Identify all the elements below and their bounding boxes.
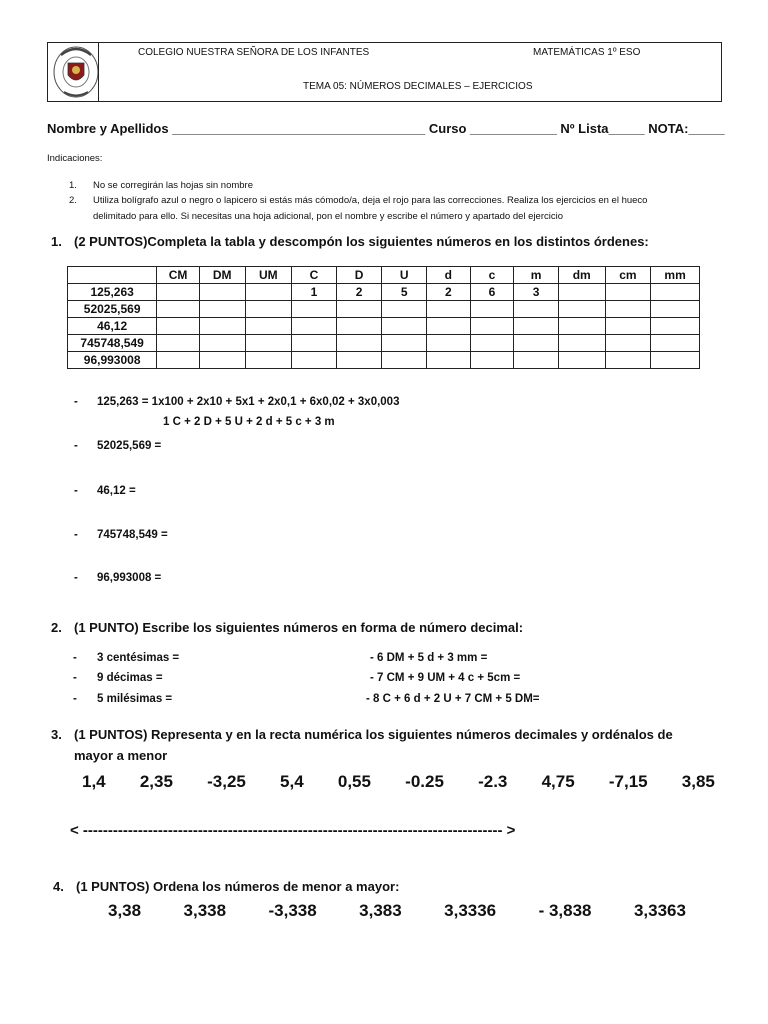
table-cell[interactable] xyxy=(605,318,651,335)
table-cell[interactable] xyxy=(651,352,700,369)
table-cell[interactable] xyxy=(470,301,514,318)
table-cell[interactable] xyxy=(558,335,605,352)
table-row-label: 96,993008 xyxy=(68,352,157,369)
q3-number-item: 4,75 xyxy=(541,772,575,791)
table-cell[interactable] xyxy=(157,335,200,352)
table-cell[interactable]: 6 xyxy=(470,284,514,301)
q3-number-item: 0,55 xyxy=(337,772,371,791)
decomp-1-line2: 1 C + 2 D + 5 U + 2 d + 5 c + 3 m xyxy=(163,416,335,428)
q2-right-item-2[interactable]: - 7 CM + 9 UM + 4 c + 5cm = xyxy=(370,672,521,684)
table-cell[interactable]: 2 xyxy=(336,284,382,301)
topic-title: TEMA 05: NÚMEROS DECIMALES – EJERCICIOS xyxy=(303,81,533,92)
table-cell[interactable] xyxy=(292,352,337,369)
school-name: COLEGIO NUESTRA SEÑORA DE LOS INFANTES xyxy=(138,47,370,58)
table-cell[interactable] xyxy=(199,301,245,318)
table-cell[interactable] xyxy=(199,318,245,335)
indication-2-text: Utiliza bolígrafo azul o negro o lapicero si estás más cómodo/a, deja el rojo para las correcciones. Realiza los ejercicios en el hueco xyxy=(93,195,648,206)
decomp-2-bullet: - xyxy=(74,440,78,452)
q4-number-item: -3,338 xyxy=(268,901,317,920)
table-cell[interactable]: 2 xyxy=(427,284,471,301)
q4-numbers-row xyxy=(108,901,686,921)
table-cell[interactable] xyxy=(199,335,245,352)
table-row-label: 125,263 xyxy=(68,284,157,301)
q1-title: (2 PUNTOS)Completa la tabla y descompón los siguientes números en los distintos órdenes: xyxy=(74,234,649,249)
table-header-cell: CM xyxy=(157,267,200,284)
table-row-label: 46,12 xyxy=(68,318,157,335)
table-header-cell: dm xyxy=(558,267,605,284)
q4-title: (1 PUNTOS) Ordena los números de menor a mayor: xyxy=(76,879,400,894)
indications-title: Indicaciones: xyxy=(47,153,103,164)
table-header-cell: m xyxy=(514,267,559,284)
table-cell[interactable] xyxy=(336,352,382,369)
decomp-1-bullet: - xyxy=(74,396,78,408)
q2-title: (1 PUNTO) Escribe los siguientes números en forma de número decimal: xyxy=(74,620,524,635)
table-cell[interactable] xyxy=(558,352,605,369)
table-cell[interactable] xyxy=(292,301,337,318)
q4-number-item: 3,338 xyxy=(183,901,227,920)
table-cell[interactable] xyxy=(427,301,471,318)
table-row xyxy=(68,352,700,369)
school-crest-logo xyxy=(52,45,100,99)
table-cell[interactable] xyxy=(245,301,292,318)
table-cell[interactable] xyxy=(245,318,292,335)
table-header-cell: U xyxy=(382,267,427,284)
q3-title-cont: mayor a menor xyxy=(74,748,168,763)
table-cell[interactable] xyxy=(558,301,605,318)
table-cell[interactable] xyxy=(605,284,651,301)
table-cell[interactable]: 5 xyxy=(382,284,427,301)
table-cell[interactable]: 1 xyxy=(292,284,337,301)
decomp-2-text[interactable]: 52025,569 = xyxy=(97,440,162,452)
table-header-cell xyxy=(68,267,157,284)
decomp-4-text[interactable]: 745748,549 = xyxy=(97,529,168,541)
subject-label: MATEMÁTICAS 1º ESO xyxy=(533,47,641,58)
header-box xyxy=(47,42,722,102)
table-row xyxy=(68,284,700,301)
q2-left-item-1[interactable]: 3 centésimas = xyxy=(97,652,180,664)
table-cell[interactable] xyxy=(651,301,700,318)
table-cell[interactable] xyxy=(157,284,200,301)
table-header-cell: D xyxy=(336,267,382,284)
table-cell[interactable] xyxy=(382,301,427,318)
q4-number-item: 3,383 xyxy=(359,901,402,920)
q3-numbers-row xyxy=(82,772,715,792)
table-cell[interactable] xyxy=(514,318,559,335)
q3-number-item: 1,4 xyxy=(82,772,106,791)
table-cell[interactable] xyxy=(558,318,605,335)
q2-left-bullet-2: - xyxy=(73,672,77,684)
table-cell[interactable] xyxy=(245,335,292,352)
table-cell[interactable] xyxy=(199,284,245,301)
table-row xyxy=(68,318,700,335)
table-cell[interactable] xyxy=(514,352,559,369)
orders-table xyxy=(67,266,700,369)
table-cell[interactable] xyxy=(157,352,200,369)
table-cell[interactable] xyxy=(651,335,700,352)
decomp-5-text[interactable]: 96,993008 = xyxy=(97,572,162,584)
q3-number-item: 3,85 xyxy=(681,772,715,791)
header-divider xyxy=(98,43,99,101)
table-row-label: 52025,569 xyxy=(68,301,157,318)
table-header-cell: mm xyxy=(651,267,700,284)
indication-2-num: 2. xyxy=(69,195,77,206)
decomp-4-bullet: - xyxy=(74,529,78,541)
table-cell[interactable] xyxy=(245,352,292,369)
table-cell[interactable] xyxy=(651,284,700,301)
decomp-1-text: 125,263 = 1x100 + 2x10 + 5x1 + 2x0,1 + 6x0,02 + 3x0,003 xyxy=(97,396,400,408)
q2-right-item-3[interactable]: - 8 C + 6 d + 2 U + 7 CM + 5 DM= xyxy=(366,693,540,705)
table-row xyxy=(68,301,700,318)
table-header-cell: c xyxy=(470,267,514,284)
table-header-cell: DM xyxy=(199,267,245,284)
q4-number: 4. xyxy=(53,879,64,894)
table-cell[interactable] xyxy=(605,352,651,369)
table-cell[interactable] xyxy=(245,284,292,301)
table-row-label: 745748,549 xyxy=(68,335,157,352)
table-cell[interactable] xyxy=(382,352,427,369)
q2-left-bullet-3: - xyxy=(73,693,77,705)
q3-title: (1 PUNTOS) Representa y en la recta numérica los siguientes números decimales y ordénalos de xyxy=(74,727,673,742)
q2-left-item-2[interactable]: 9 décimas = xyxy=(97,672,163,684)
table-cell[interactable] xyxy=(199,352,245,369)
q4-number-item: 3,3336 xyxy=(444,901,497,920)
q3-number-item: -2.3 xyxy=(478,772,508,791)
table-cell[interactable] xyxy=(336,301,382,318)
table-cell[interactable] xyxy=(651,318,700,335)
table-cell[interactable] xyxy=(427,318,471,335)
q3-number: 3. xyxy=(51,727,62,742)
table-cell[interactable] xyxy=(336,335,382,352)
q2-left-item-3[interactable]: 5 milésimas = xyxy=(97,693,173,705)
table-cell[interactable]: 3 xyxy=(514,284,559,301)
q3-number-item: 5,4 xyxy=(280,772,304,791)
q4-number-item: - 3,838 xyxy=(538,901,592,920)
table-cell[interactable] xyxy=(292,318,337,335)
q1-number: 1. xyxy=(51,234,62,249)
table-cell[interactable] xyxy=(514,335,559,352)
indication-1-text: No se corregirán las hojas sin nombre xyxy=(93,180,253,191)
table-row xyxy=(68,335,700,352)
number-line[interactable]: < ------------------------------------------------------------------------------------ > xyxy=(70,822,516,839)
decomp-3-text[interactable]: 46,12 = xyxy=(97,485,136,497)
q2-number: 2. xyxy=(51,620,62,635)
table-cell[interactable] xyxy=(382,318,427,335)
q4-number-item: 3,3363 xyxy=(633,901,686,920)
table-cell[interactable] xyxy=(605,301,651,318)
q3-number-item: -7,15 xyxy=(608,772,648,791)
table-cell[interactable] xyxy=(470,335,514,352)
q3-number-item: -0.25 xyxy=(405,772,444,791)
table-header-cell: C xyxy=(292,267,337,284)
table-cell[interactable] xyxy=(514,301,559,318)
student-info-line[interactable]: Nombre y Apellidos ___________________________________ Curso ____________ Nº Lista_____ NOTA:_____ xyxy=(47,121,725,136)
q2-left-bullet-1: - xyxy=(73,652,77,664)
q4-number-item: 3,38 xyxy=(108,901,142,920)
table-header-cell: UM xyxy=(245,267,292,284)
indication-1-num: 1. xyxy=(69,180,77,191)
q2-right-item-1[interactable]: - 6 DM + 5 d + 3 mm = xyxy=(370,652,488,664)
indication-2-text-cont: delimitado para ello. Si necesitas una hoja adicional, pon el nombre y escribe el número y apartado del ejercicio xyxy=(93,211,563,222)
table-cell[interactable] xyxy=(470,352,514,369)
decomp-3-bullet: - xyxy=(74,485,78,497)
table-cell[interactable] xyxy=(382,335,427,352)
table-cell[interactable] xyxy=(336,318,382,335)
table-header-row xyxy=(68,267,700,284)
table-cell[interactable] xyxy=(470,318,514,335)
table-cell[interactable] xyxy=(558,284,605,301)
table-header-cell: cm xyxy=(605,267,651,284)
table-cell[interactable] xyxy=(292,335,337,352)
table-cell[interactable] xyxy=(157,318,200,335)
decomp-5-bullet: - xyxy=(74,572,78,584)
table-cell[interactable] xyxy=(157,301,200,318)
table-cell[interactable] xyxy=(605,335,651,352)
table-header-cell: d xyxy=(427,267,471,284)
table-cell[interactable] xyxy=(427,335,471,352)
table-cell[interactable] xyxy=(427,352,471,369)
q3-number-item: 2,35 xyxy=(139,772,173,791)
q3-number-item: -3,25 xyxy=(207,772,246,791)
